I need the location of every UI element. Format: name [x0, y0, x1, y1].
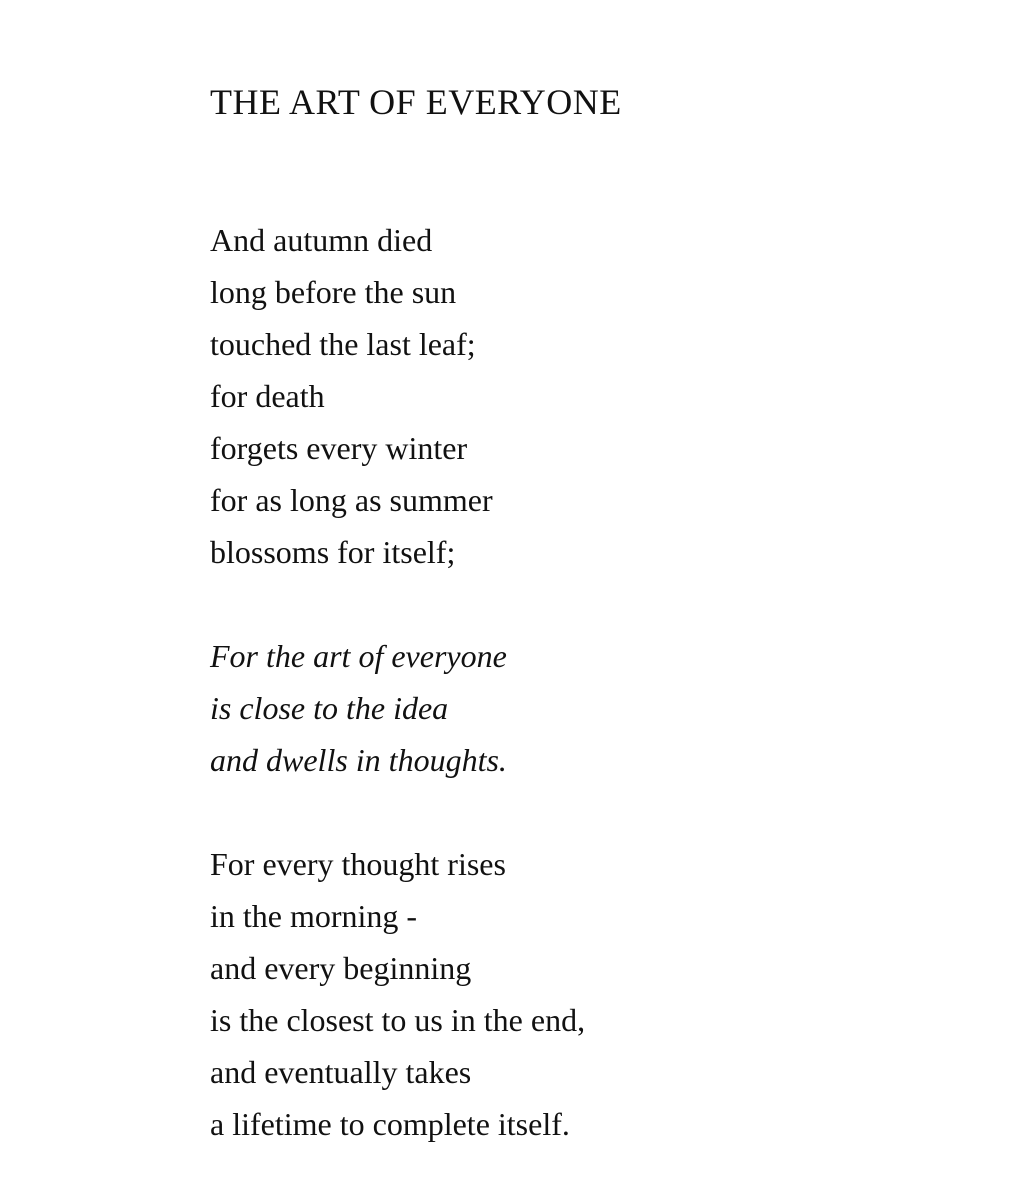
poem-line: and eventually takes — [210, 1054, 472, 1090]
poem-line: a lifetime to complete itself. — [210, 1106, 570, 1142]
poem-line: For the art of everyone — [210, 638, 507, 674]
poem-line: is close to the idea — [210, 690, 449, 726]
poem-line: in the morning - — [210, 898, 418, 934]
poem-line: for as long as summer — [210, 482, 493, 518]
poem-line: blossoms for itself; — [210, 534, 456, 570]
poem-line: and every beginning — [210, 950, 472, 986]
stanza-3 — [210, 838, 970, 1150]
poem-line: For every thought rises — [210, 846, 506, 882]
poem-line: and dwells in thoughts. — [210, 742, 507, 778]
poem-title: THE ART OF EVERYONE — [210, 82, 622, 122]
stanza-2 — [210, 630, 970, 786]
stanza-1 — [210, 214, 970, 578]
poem — [210, 70, 970, 1202]
poem-line: is the closest to us in the end, — [210, 1002, 586, 1038]
poem-line: forgets every winter — [210, 430, 468, 466]
poem-line: touched the last leaf; — [210, 326, 476, 362]
poem-line: long before the sun — [210, 274, 457, 310]
poem-line: And autumn died — [210, 222, 433, 258]
poem-line: for death — [210, 378, 325, 414]
